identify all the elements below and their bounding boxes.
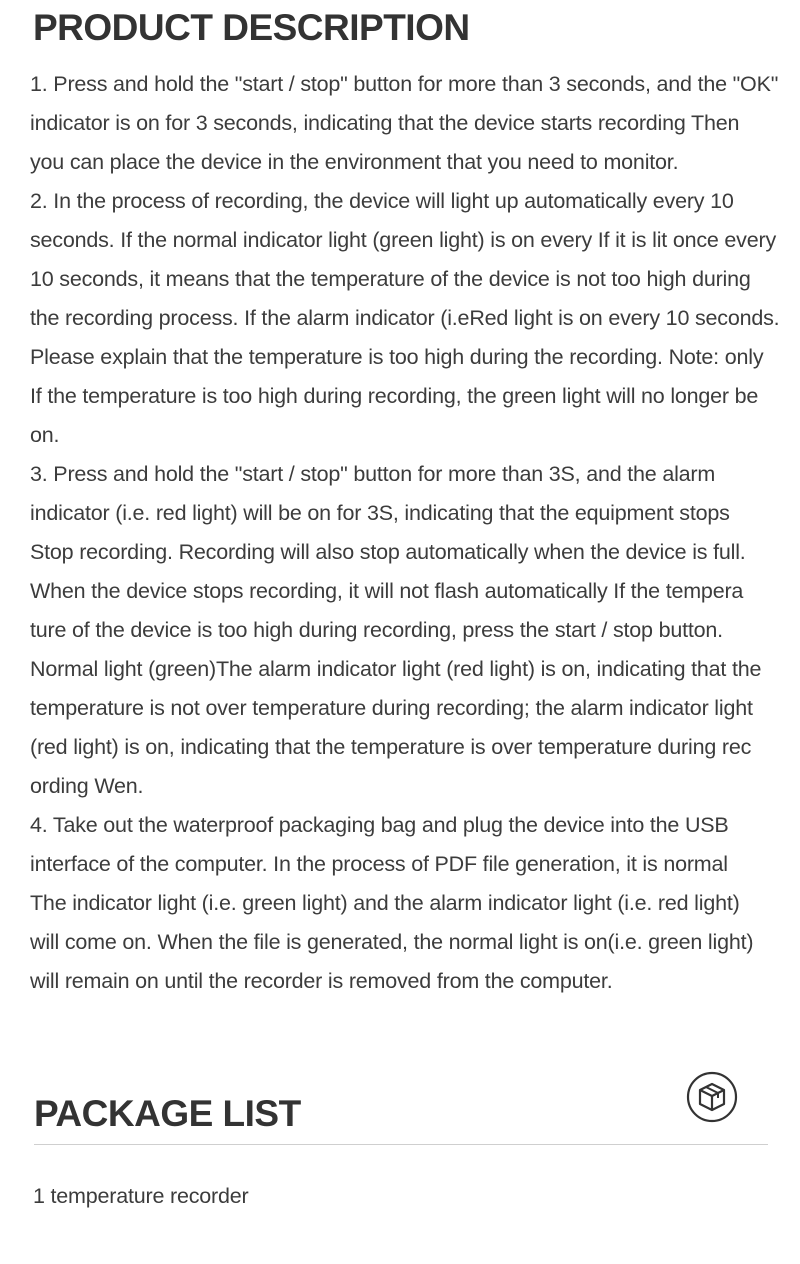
description-line: ture of the device is too high during recording, press the start / stop button. <box>30 618 723 642</box>
description-line: The indicator light (i.e. green light) and the alarm indicator light (i.e. red light) <box>30 891 740 915</box>
description-line: 2. In the process of recording, the device will light up automatically every 10 <box>30 189 734 213</box>
description-line: 3. Press and hold the "start / stop" button for more than 3S, and the alarm <box>30 462 716 486</box>
description-line: (red light) is on, indicating that the temperature is over temperature during rec <box>30 735 752 759</box>
package-list-item: 1 temperature recorder <box>33 1184 249 1208</box>
description-line: the recording process. If the alarm indicator (i.eRed light is on every 10 seconds. <box>30 306 780 330</box>
package-list-title: PACKAGE LIST <box>34 1093 301 1134</box>
description-line: temperature is not over temperature during recording; the alarm indicator light <box>30 696 753 720</box>
section-divider <box>34 1144 768 1145</box>
description-line: indicator (i.e. red light) will be on for 3S, indicating that the equipment stops <box>30 501 730 525</box>
description-line: Stop recording. Recording will also stop automatically when the device is full. <box>30 540 746 564</box>
description-line: you can place the device in the environment that you need to monitor. <box>30 150 679 174</box>
description-line: indicator is on for 3 seconds, indicating that the device starts recording Then <box>30 111 740 135</box>
description-line: Please explain that the temperature is too high during the recording. Note: only <box>30 345 764 369</box>
description-line: on. <box>30 423 60 447</box>
description-line: When the device stops recording, it will not flash automatically If the tempera <box>30 579 744 603</box>
product-description-title: PRODUCT DESCRIPTION <box>33 7 470 48</box>
description-line: 4. Take out the waterproof packaging bag and plug the device into the USB <box>30 813 729 837</box>
description-line: interface of the computer. In the process of PDF file generation, it is normal <box>30 852 728 876</box>
description-line: 1. Press and hold the "start / stop" button for more than 3 seconds, and the "OK" <box>30 72 779 96</box>
description-line: will remain on until the recorder is removed from the computer. <box>30 969 613 993</box>
package-box-icon <box>686 1071 738 1123</box>
description-line: will come on. When the file is generated, the normal light is on(i.e. green light) <box>30 930 754 954</box>
description-line: Normal light (green)The alarm indicator light (red light) is on, indicating that the <box>30 657 762 681</box>
description-line: If the temperature is too high during recording, the green light will no longer be <box>30 384 759 408</box>
description-line: seconds. If the normal indicator light (green light) is on every If it is lit once every <box>30 228 776 252</box>
description-line: ording Wen. <box>30 774 144 798</box>
description-line: 10 seconds, it means that the temperature of the device is not too high during <box>30 267 751 291</box>
